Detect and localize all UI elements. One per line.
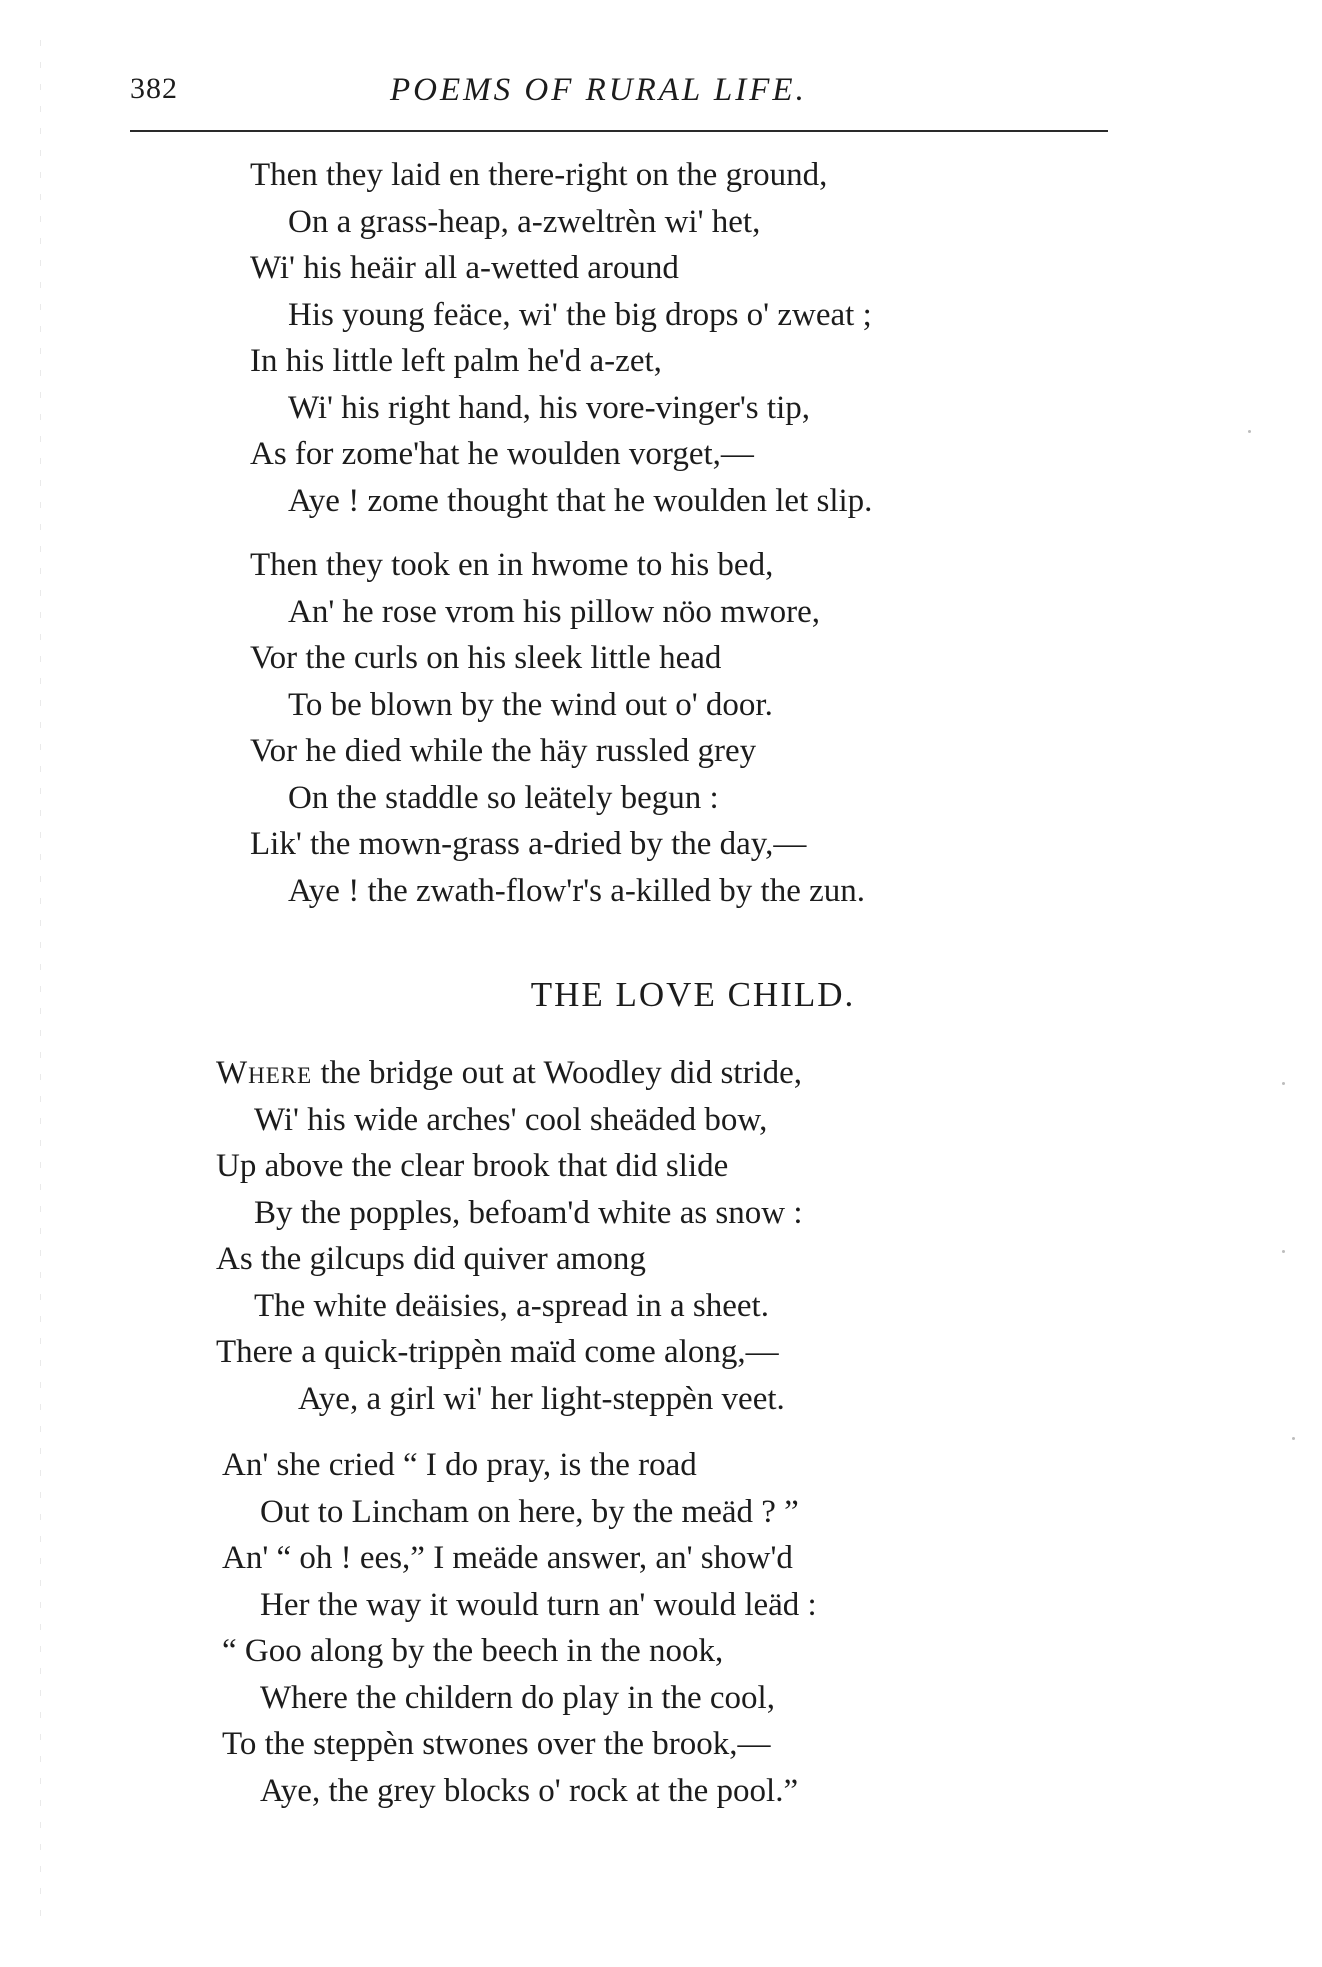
verse-line: An' he rose vrom his pillow nöo mwore, [288,593,821,630]
verse-line: To be blown by the wind out o' door. [288,686,773,723]
verse-line: Then they took en in hwome to his bed, [250,547,774,583]
page-number: 382 [130,72,178,105]
scan-speck [1282,1082,1285,1085]
verse-line-rest: the bridge out at Woodley did stride, [312,1055,803,1091]
verse-line: Then they laid en there-right on the ground, [250,157,828,193]
verse-line: In his little left palm he'd a-zet, [250,343,662,379]
verse-line: His young feäce, wi' the big drops o' zweat ; [288,296,872,333]
verse-line: An' “ oh ! ees,” I meäde answer, an' show'd [222,1540,793,1576]
poem1-stanza1 [250,152,872,524]
poem2-stanza2 [222,1442,817,1814]
verse-line: Wi' his wide arches' cool sheäded bow, [254,1101,768,1138]
verse-line: As the gilcups did quiver among [216,1241,646,1277]
verse-line: On a grass-heap, a-zweltrèn wi' het, [288,203,761,240]
header-rule [130,130,1108,132]
verse-line: There a quick-trippèn maïd come along,— [216,1334,779,1370]
verse-line: On the staddle so leätely begun : [288,779,719,816]
verse-line: Lik' the mown-grass a-dried by the day,— [250,826,807,862]
running-head [130,72,1110,122]
verse-line: Out to Lincham on here, by the meäd ? ” [260,1493,799,1530]
verse-line: Vor the curls on his sleek little head [250,640,722,676]
verse-line: Her the way it would turn an' would leäd : [260,1586,817,1623]
verse-line: As for zome'hat he woulden vorget,— [250,436,754,472]
verse-line-first [216,1050,803,1097]
verse-line: By the popples, befoam'd white as snow : [254,1194,803,1231]
poem2-stanza1 [216,1050,803,1422]
verse-line: Up above the clear brook that did slide [216,1148,729,1184]
drop-word: Where [216,1055,313,1091]
verse-line: Aye ! the zwath-flow'r's a-killed by the zun. [288,872,866,909]
verse-line: Aye ! zome thought that he woulden let slip. [288,482,873,519]
scan-speck [1292,1437,1295,1440]
verse-line: An' she cried “ I do pray, is the road [222,1447,697,1483]
scan-speck [1248,430,1251,433]
verse-line: Vor he died while the häy russled grey [250,733,757,769]
verse-line: To the steppèn stwones over the brook,— [222,1726,771,1762]
verse-line: Where the childern do play in the cool, [260,1679,775,1716]
verse-line: “ Goo along by the beech in the nook, [222,1633,724,1669]
verse-line: Wi' his right hand, his vore-vinger's tip, [288,389,810,426]
verse-line: Aye, a girl wi' her light-steppèn veet. [298,1380,785,1417]
poem-title: THE LOVE CHILD. [530,975,856,1014]
poem1-stanza2 [250,542,865,914]
running-title: POEMS OF RURAL LIFE. [390,72,807,108]
verse-line: Wi' his heäir all a-wetted around [250,250,679,286]
verse-line: Aye, the grey blocks o' rock at the pool.” [260,1772,799,1809]
scan-speck [1282,1250,1285,1253]
verse-line: The white deäisies, a-spread in a sheet. [254,1287,769,1324]
